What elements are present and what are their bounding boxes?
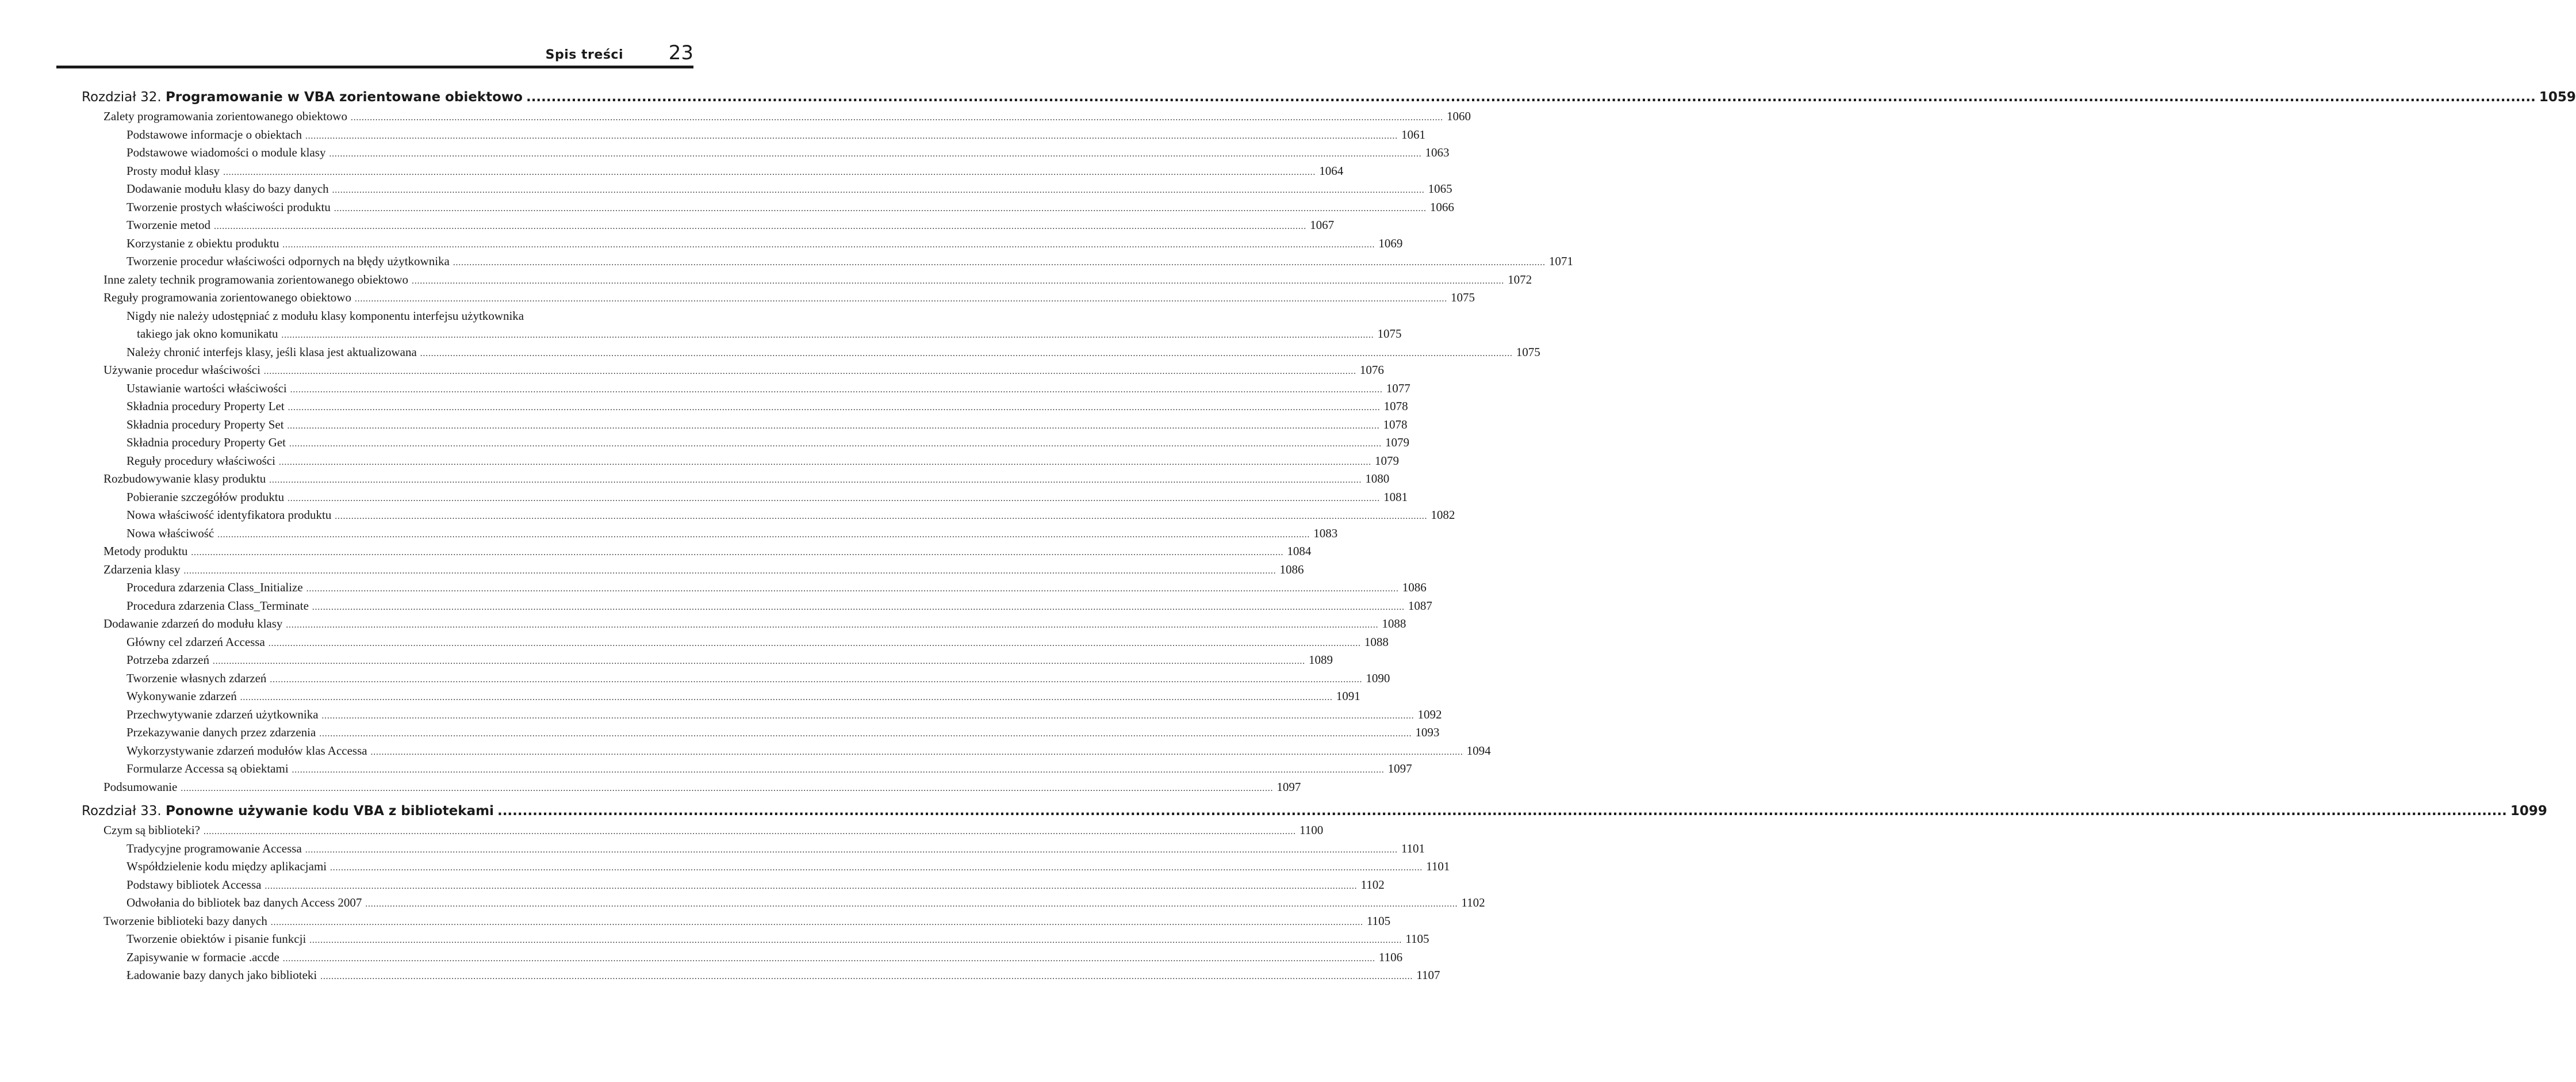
entry-page: 1107: [1416, 968, 1440, 982]
entry-page: 1102: [1360, 877, 1385, 892]
dot-leader: ................................................................................................................................................................................................................................................................................................................................................................................................................: [289, 439, 1382, 449]
chapter-page: 1059: [2539, 90, 2576, 105]
entry-title: Tradycyjne programowanie Accessa: [126, 841, 302, 855]
dot-leader: ................................................................................................................................................................................................................................................................................................................................................................................................................: [191, 548, 1284, 557]
toc-entry: [82, 689, 1360, 708]
dot-leader: ................................................................................................................................................................................................................................................................................................................................................................................................................: [330, 863, 1423, 873]
chapter-number: Rozdział 33.: [82, 804, 162, 819]
entry-page: 1076: [1359, 363, 1384, 377]
entry-page: 1072: [1508, 272, 1532, 286]
dot-leader: ................................................................................................................................................................................................................................................................................................................................................................................................................: [183, 566, 1276, 576]
toc-entry: [82, 634, 1389, 653]
toc-entry: [82, 707, 1442, 726]
entry-title: Tworzenie procedur właściwości odpornych na błędy użytkownika: [126, 254, 450, 268]
entry-title: Składnia procedury Property Set: [126, 417, 284, 431]
entry-title: Prosty moduł klasy: [126, 163, 220, 178]
toc-entry: [82, 859, 1450, 878]
toc-entry: [82, 490, 1408, 508]
entry-page: 1081: [1383, 490, 1408, 504]
dot-leader: ................................................................................................................................................................................................................................................................................................................................................................................................................: [217, 530, 1310, 540]
toc-entry: [82, 725, 1440, 744]
entry-title: Inne zalety technik programowania zorientowanego obiektowo: [103, 272, 409, 286]
entry-page: 1090: [1366, 671, 1390, 685]
entry-title: Główny cel zdarzeń Accessa: [126, 634, 265, 649]
entry-title: Należy chronić interfejs klasy, jeśli klasa jest aktualizowana: [126, 345, 417, 359]
entry-page: 1077: [1386, 381, 1410, 395]
entry-page: 1089: [1309, 653, 1333, 667]
toc-entry: [82, 272, 1532, 291]
dot-leader: ................................................................................................................................................................................................................................................................................................................................................................................................................: [288, 403, 1381, 412]
entry-page: 1069: [1378, 236, 1403, 250]
dot-leader: ................................................................................................................................................................................................................................................................................................................................................................................................................: [263, 367, 1356, 376]
toc-entry: [82, 254, 1573, 273]
entry-page: 1063: [1425, 146, 1450, 159]
entry-title: Dodawanie zdarzeń do modułu klasy: [103, 617, 283, 630]
dot-leader: ................................................................................................................................................................................................................................................................................................................................................................................................................: [264, 881, 1358, 891]
entry-title: Używanie procedur właściwości: [103, 363, 260, 377]
entry-title: Reguły procedury właściwości: [126, 453, 275, 468]
dot-leader: ................................................................................................................................................................................................................................................................................................................................................................................................................: [278, 457, 1371, 467]
entry-page: 1078: [1383, 399, 1408, 413]
toc-entry: [82, 127, 1425, 146]
dot-leader: ................................................................................................................................................................................................................................................................................................................................................................................................................: [526, 90, 2536, 105]
entry-page: 1102: [1461, 896, 1485, 909]
dot-leader: ................................................................................................................................................................................................................................................................................................................................................................................................................: [370, 747, 1463, 757]
dot-leader: ................................................................................................................................................................................................................................................................................................................................................................................................................: [305, 845, 1398, 855]
entry-page: 1093: [1415, 725, 1440, 739]
toc-entry: [82, 653, 1333, 671]
dot-leader: ................................................................................................................................................................................................................................................................................................................................................................................................................: [350, 113, 1443, 123]
entry-page: 1088: [1364, 634, 1389, 649]
chapter-heading: [82, 804, 2547, 823]
entry-title: Zalety programowania zorientowanego obiektowo: [103, 109, 347, 123]
entry-title: Nowa właściwość: [126, 526, 214, 540]
chapter-heading: [82, 90, 2576, 109]
entry-page: 1087: [1408, 598, 1432, 613]
entry-page: 1097: [1387, 762, 1412, 775]
toc-entry: [82, 399, 1408, 418]
entry-page: 1106: [1378, 950, 1403, 964]
dot-leader: ................................................................................................................................................................................................................................................................................................................................................................................................................: [213, 657, 1305, 666]
toc-entry: [82, 896, 1485, 914]
entry-title: Zapisywanie w formacie .accde: [126, 950, 279, 964]
entry-page: 1105: [1405, 932, 1429, 946]
toc-entry: [82, 363, 1384, 381]
running-header: [56, 38, 693, 68]
entry-title: Procedura zdarzenia Class_Terminate: [126, 598, 309, 613]
toc-entry: [82, 598, 1432, 617]
dot-leader: ................................................................................................................................................................................................................................................................................................................................................................................................................: [292, 766, 1385, 775]
entry-page: 1092: [1417, 707, 1442, 721]
toc-entry: [82, 841, 1425, 860]
entry-page: 1086: [1279, 562, 1304, 576]
toc-entry: [82, 544, 1312, 563]
dot-leader: ................................................................................................................................................................................................................................................................................................................................................................................................................: [497, 804, 2507, 819]
entry-title: Formularze Accessa są obiektami: [126, 762, 289, 775]
entry-page: 1080: [1365, 472, 1390, 485]
toc-entry: [82, 345, 1540, 364]
dot-leader: ................................................................................................................................................................................................................................................................................................................................................................................................................: [319, 729, 1412, 739]
dot-leader: ................................................................................................................................................................................................................................................................................................................................................................................................................: [365, 900, 1458, 909]
entry-title: Przechwytywanie zdarzeń użytkownika: [126, 707, 319, 721]
toc-entry: [82, 200, 1454, 219]
entry-page: 1075: [1516, 345, 1540, 359]
entry-page: 1094: [1466, 743, 1491, 758]
entry-page: 1075: [1450, 290, 1475, 304]
entry-page: 1101: [1401, 841, 1425, 855]
toc-entry: [82, 932, 1429, 950]
dot-leader: ................................................................................................................................................................................................................................................................................................................................................................................................................: [269, 476, 1362, 485]
chapter-number: Rozdział 32.: [82, 90, 162, 105]
dot-leader: ................................................................................................................................................................................................................................................................................................................................................................................................................: [223, 167, 1316, 177]
dot-leader: ................................................................................................................................................................................................................................................................................................................................................................................................................: [306, 584, 1399, 594]
entry-title: Korzystanie z obiektu produktu: [126, 236, 279, 250]
entry-title: Składnia procedury Property Get: [126, 435, 286, 449]
header-section-title: Spis treści: [545, 48, 623, 62]
dot-leader: ................................................................................................................................................................................................................................................................................................................................................................................................................: [282, 240, 1375, 250]
dot-leader: ................................................................................................................................................................................................................................................................................................................................................................................................................: [412, 276, 1505, 286]
entry-page: 1060: [1446, 109, 1471, 123]
dot-leader: ................................................................................................................................................................................................................................................................................................................................................................................................................: [420, 349, 1513, 358]
entry-page: 1088: [1382, 617, 1406, 630]
entry-title: Potrzeba zdarzeń: [126, 653, 209, 667]
toc-entry: [82, 453, 1399, 472]
header-page-number: 23: [668, 41, 693, 64]
entry-title: Dodawanie modułu klasy do bazy danych: [126, 182, 329, 196]
chapter-title: Ponowne używanie kodu VBA z bibliotekami: [166, 804, 494, 819]
dot-leader: ................................................................................................................................................................................................................................................................................................................................................................................................................: [329, 150, 1422, 159]
toc-entry: [82, 381, 1410, 400]
entry-title: Tworzenie metod: [126, 218, 211, 232]
toc-entry: [82, 508, 1455, 526]
toc-entry: [82, 236, 1403, 255]
entry-title: Pobieranie szczegółów produktu: [126, 490, 285, 504]
entry-title: Podstawowe wiadomości o module klasy: [126, 146, 326, 159]
entry-title: Wykorzystywanie zdarzeń modułów klas Accessa: [126, 743, 367, 758]
dot-leader: ................................................................................................................................................................................................................................................................................................................................................................................................................: [290, 385, 1383, 395]
toc-entry: [82, 950, 1403, 969]
entry-title: Ustawianie wartości właściwości: [126, 381, 287, 395]
entry-title: Przekazywanie danych przez zdarzenia: [126, 725, 316, 739]
toc-entry: [82, 218, 1335, 236]
dot-leader: ................................................................................................................................................................................................................................................................................................................................................................................................................: [286, 621, 1379, 630]
toc-entry: [82, 762, 1412, 780]
dot-leader: ................................................................................................................................................................................................................................................................................................................................................................................................................: [181, 783, 1274, 793]
toc-entry: [82, 290, 1475, 309]
dot-leader: ................................................................................................................................................................................................................................................................................................................................................................................................................: [321, 711, 1414, 721]
dot-leader: ................................................................................................................................................................................................................................................................................................................................................................................................................: [320, 972, 1413, 981]
entry-title: Podstawy bibliotek Accessa: [126, 877, 262, 892]
dot-leader: ................................................................................................................................................................................................................................................................................................................................................................................................................: [270, 675, 1363, 685]
toc-entry: [82, 617, 1406, 635]
toc-entry: [82, 968, 1440, 987]
table-of-contents: [82, 90, 2576, 987]
entry-page: 1100: [1299, 823, 1324, 837]
entry-page: 1078: [1383, 417, 1408, 431]
entry-page: 1064: [1319, 163, 1344, 178]
entry-title: Wykonywanie zdarzeń: [126, 689, 237, 703]
entry-page: 1071: [1548, 254, 1573, 268]
dot-leader: ................................................................................................................................................................................................................................................................................................................................................................................................................: [203, 827, 1296, 836]
entry-page: 1079: [1385, 435, 1410, 449]
entry-page: 1084: [1287, 544, 1312, 558]
entry-page: 1061: [1401, 127, 1425, 142]
chapter-title: Programowanie w VBA zorientowane obiektowo: [166, 90, 523, 105]
toc-entry: [82, 327, 1402, 345]
dot-leader: ................................................................................................................................................................................................................................................................................................................................................................................................................: [305, 131, 1398, 141]
toc-entry: [82, 779, 1301, 798]
entry-title: Ładowanie bazy danych jako biblioteki: [126, 968, 317, 982]
toc-entry: [82, 671, 1390, 690]
entry-page: 1086: [1402, 580, 1427, 594]
toc-entry: [82, 823, 1324, 842]
entry-title: Czym są biblioteki?: [103, 823, 200, 837]
dot-leader: ................................................................................................................................................................................................................................................................................................................................................................................................................: [268, 639, 1361, 648]
entry-title: Współdzielenie kodu między aplikacjami: [126, 859, 327, 873]
entry-page: 1079: [1374, 453, 1399, 468]
dot-leader: ................................................................................................................................................................................................................................................................................................................................................................................................................: [332, 186, 1425, 195]
entry-page: 1097: [1276, 779, 1301, 794]
entry-page: 1082: [1431, 508, 1455, 522]
dot-leader: ................................................................................................................................................................................................................................................................................................................................................................................................................: [282, 954, 1375, 964]
toc-entry-first-line: Nigdy nie należy udostępniać z modułu klasy komponentu interfejsu użytkownika: [126, 308, 524, 323]
toc-entry: [82, 435, 1410, 454]
entry-title: Odwołania do bibliotek baz danych Access 2007: [126, 896, 362, 909]
entry-page: 1101: [1426, 859, 1450, 873]
toc-entry: [82, 562, 1304, 581]
toc-entry: [82, 182, 1452, 200]
entry-page: 1083: [1313, 526, 1338, 540]
entry-title: Tworzenie prostych właściwości produktu: [126, 200, 331, 214]
entry-page: 1091: [1336, 689, 1360, 703]
dot-leader: ................................................................................................................................................................................................................................................................................................................................................................................................................: [453, 258, 1546, 267]
dot-leader: ................................................................................................................................................................................................................................................................................................................................................................................................................: [309, 936, 1402, 945]
entry-page: 1065: [1428, 182, 1452, 196]
entry-title: Rozbudowywanie klasy produktu: [103, 472, 266, 485]
dot-leader: ................................................................................................................................................................................................................................................................................................................................................................................................................: [335, 512, 1428, 521]
entry-title: Zdarzenia klasy: [103, 562, 181, 576]
toc-entry: [82, 417, 1408, 436]
entry-title: Reguły programowania zorientowanego obiektowo: [103, 290, 351, 304]
toc-entry: [82, 580, 1427, 599]
dot-leader: ................................................................................................................................................................................................................................................................................................................................................................................................................: [240, 693, 1333, 702]
toc-entry: [82, 913, 1391, 932]
toc-entry: [82, 472, 1390, 490]
dot-leader: ................................................................................................................................................................................................................................................................................................................................................................................................................: [214, 222, 1307, 231]
dot-leader: ................................................................................................................................................................................................................................................................................................................................................................................................................: [288, 494, 1381, 503]
dot-leader: ................................................................................................................................................................................................................................................................................................................................................................................................................: [312, 602, 1405, 612]
entry-title: Procedura zdarzenia Class_Initialize: [126, 580, 303, 594]
dot-leader: ................................................................................................................................................................................................................................................................................................................................................................................................................: [287, 421, 1380, 431]
entry-title: Tworzenie własnych zdarzeń: [126, 671, 267, 685]
toc-entry: [82, 877, 1385, 896]
dot-leader: ................................................................................................................................................................................................................................................................................................................................................................................................................: [281, 331, 1374, 340]
entry-title: Podsumowanie: [103, 779, 178, 794]
toc-entry: [82, 526, 1338, 545]
entry-page: 1105: [1366, 913, 1391, 928]
entry-title: Nowa właściwość identyfikatora produktu: [126, 508, 332, 522]
entry-title: Tworzenie biblioteki bazy danych: [103, 913, 267, 928]
entry-title: Podstawowe informacje o obiektach: [126, 127, 302, 142]
toc-entry: [82, 109, 1471, 128]
toc-entry: [82, 743, 1491, 762]
entry-page: 1075: [1377, 327, 1402, 341]
dot-leader: ................................................................................................................................................................................................................................................................................................................................................................................................................: [354, 295, 1447, 304]
entry-title: Składnia procedury Property Let: [126, 399, 285, 413]
entry-title: Tworzenie obiektów i pisanie funkcji: [126, 932, 306, 946]
entry-page: 1067: [1310, 218, 1335, 232]
toc-entry: [82, 146, 1450, 164]
toc-entry: [82, 163, 1344, 182]
entry-title: Metody produktu: [103, 544, 188, 558]
entry-page: 1066: [1429, 200, 1454, 214]
chapter-page: 1099: [2510, 804, 2547, 819]
entry-title: takiego jak okno komunikatu: [137, 327, 278, 341]
dot-leader: ................................................................................................................................................................................................................................................................................................................................................................................................................: [270, 917, 1363, 927]
dot-leader: ................................................................................................................................................................................................................................................................................................................................................................................................................: [334, 204, 1427, 213]
